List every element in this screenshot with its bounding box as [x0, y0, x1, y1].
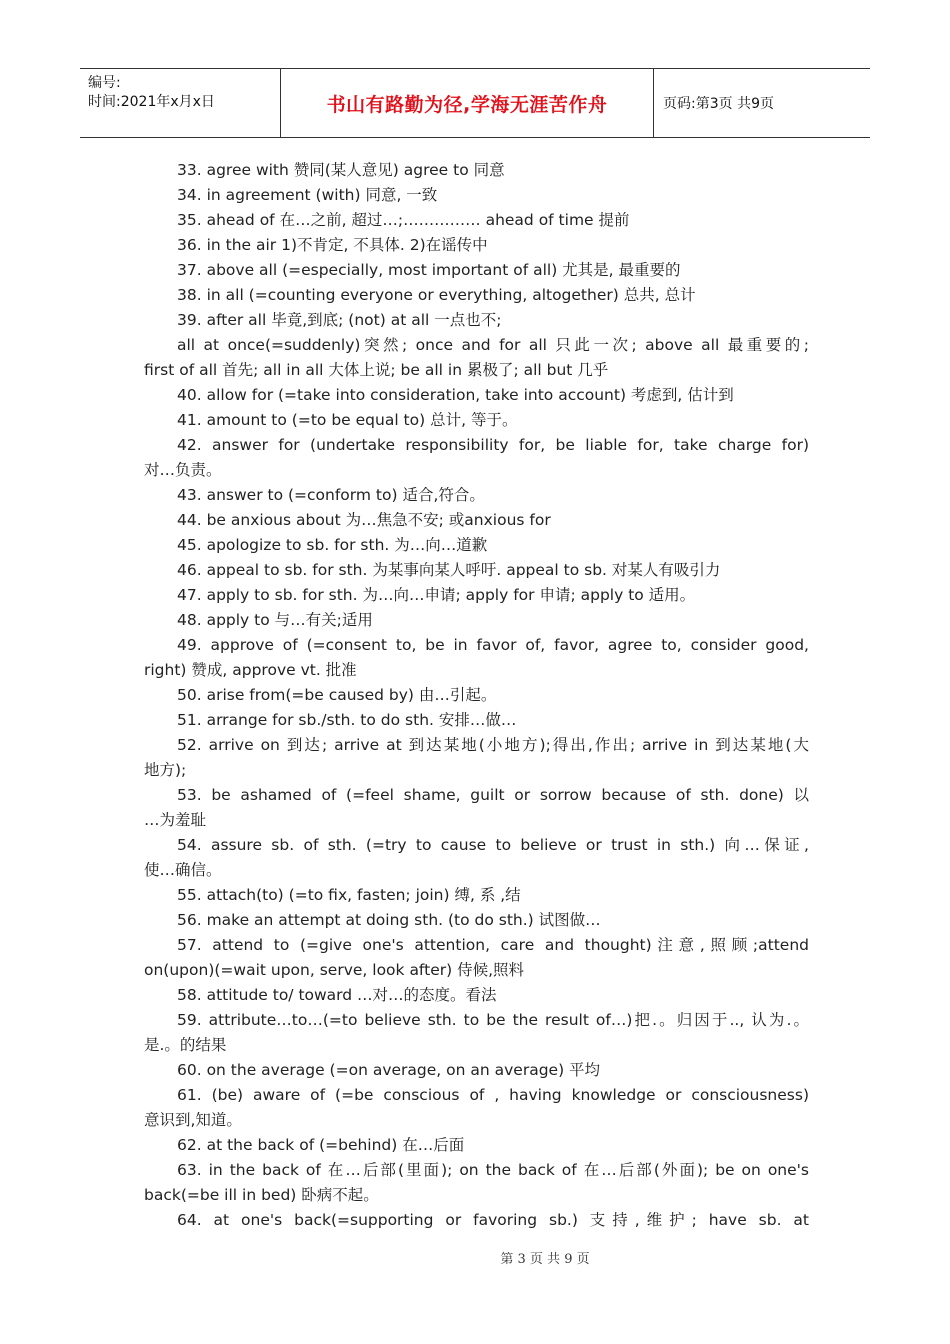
text-line: 54. assure sb. of sth. (=try to cause to believe or trust in sth.) 向…保证,	[177, 836, 809, 854]
text-line: 52. arrive on 到达; arrive at 到达某地(小地方);得出,作出; arrive in 到达某地(大	[177, 736, 809, 754]
text-line: 58. attitude to/ toward …对…的态度。看法	[177, 986, 497, 1004]
text-line: 对…负责。	[144, 461, 222, 479]
text-line: 40. allow for (=take into consideration, take into account) 考虑到, 估计到	[177, 386, 734, 404]
text-line: 51. arrange for sb./sth. to do sth. 安排…做…	[177, 711, 517, 729]
text-line: …为羞耻	[144, 811, 207, 829]
text-line: 39. after all 毕竟,到底; (not) at all 一点也不;	[177, 311, 502, 329]
text-line: 使…确信。	[144, 861, 222, 879]
text-line: 41. amount to (=to be equal to) 总计, 等于。	[177, 411, 518, 429]
header-page-cell	[654, 69, 870, 137]
text-line: 是.。的结果	[144, 1036, 227, 1054]
text-line: 36. in the air 1)不肯定, 不具体. 2)在谣传中	[177, 236, 488, 254]
header-motto-cell	[281, 69, 654, 137]
number-label: 编号:	[88, 75, 121, 91]
text-line: all at once(=suddenly)突然; once and for all 只此一次; above all 最重要的;	[177, 336, 809, 354]
text-line: 62. at the back of (=behind) 在…后面	[177, 1136, 465, 1154]
text-line: right) 赞成, approve vt. 批准	[144, 661, 357, 679]
text-line: 46. appeal to sb. for sth. 为某事向某人呼吁. appeal to sb. 对某人有吸引力	[177, 561, 721, 579]
time-label: 时间:2021年x月x日	[88, 94, 215, 110]
text-line: 57. attend to (=give one's attention, care and thought)注意,照顾;attend	[177, 936, 809, 954]
text-line: on(upon)(=wait upon, serve, look after) 侍候,照料	[144, 961, 525, 979]
page-footer: 第 3 页 共 9 页	[500, 1252, 590, 1267]
page-header	[80, 68, 870, 138]
text-line: 63. in the back of 在…后部(里面); on the back of 在…后部(外面); be on one's	[177, 1161, 809, 1179]
text-line: 43. answer to (=conform to) 适合,符合。	[177, 486, 485, 504]
text-line: 50. arise from(=be caused by) 由…引起。	[177, 686, 497, 704]
text-line: 48. apply to 与…有关;适用	[177, 611, 373, 629]
header-meta	[80, 69, 281, 137]
text-line: 45. apologize to sb. for sth. 为…向…道歉	[177, 536, 488, 554]
motto: 书山有路勤为径,学海无涯苦作舟	[326, 93, 608, 116]
text-line: back(=be ill in bed) 卧病不起。	[144, 1186, 379, 1204]
text-line: 49. approve of (=consent to, be in favor of, favor, agree to, consider good,	[177, 636, 809, 654]
document-body	[144, 158, 809, 1233]
text-line: 44. be anxious about 为…焦急不安; 或anxious for	[177, 511, 551, 529]
text-line: 59. attribute…to…(=to believe sth. to be the result of…)把.。归因于.., 认为.。	[177, 1011, 809, 1029]
text-line: 38. in all (=counting everyone or everything, altogether) 总共, 总计	[177, 286, 696, 304]
page-info: 页码:第3页 共9页	[663, 96, 774, 112]
text-line: 地方);	[144, 761, 187, 779]
text-line: 34. in agreement (with) 同意, 一致	[177, 186, 438, 204]
text-line: 33. agree with 赞同(某人意见) agree to 同意	[177, 161, 505, 179]
text-line: 53. be ashamed of (=feel shame, guilt or sorrow because of sth. done) 以	[177, 786, 809, 804]
text-line: 64. at one's back(=supporting or favoring sb.) 支持,维护; have sb. at	[177, 1211, 809, 1229]
text-line: 61. (be) aware of (=be conscious of , having knowledge or consciousness)	[177, 1086, 809, 1104]
text-line: 55. attach(to) (=to fix, fasten; join) 缚, 系 ,结	[177, 886, 521, 904]
text-line: 47. apply to sb. for sth. 为…向…申请; apply for 申请; apply to 适用。	[177, 586, 696, 604]
text-line: 35. ahead of 在…之前, 超过…;…………… ahead of time 提前	[177, 211, 630, 229]
text-line: 37. above all (=especially, most important of all) 尤其是, 最重要的	[177, 261, 681, 279]
text-line: 42. answer for (undertake responsibility for, be liable for, take charge for)	[177, 436, 809, 454]
text-line: 意识到,知道。	[144, 1111, 242, 1129]
text-line: first of all 首先; all in all 大体上说; be all in 累极了; all but 几乎	[144, 361, 609, 379]
text-line: 60. on the average (=on average, on an average) 平均	[177, 1061, 601, 1079]
text-line: 56. make an attempt at doing sth. (to do sth.) 试图做…	[177, 911, 601, 929]
